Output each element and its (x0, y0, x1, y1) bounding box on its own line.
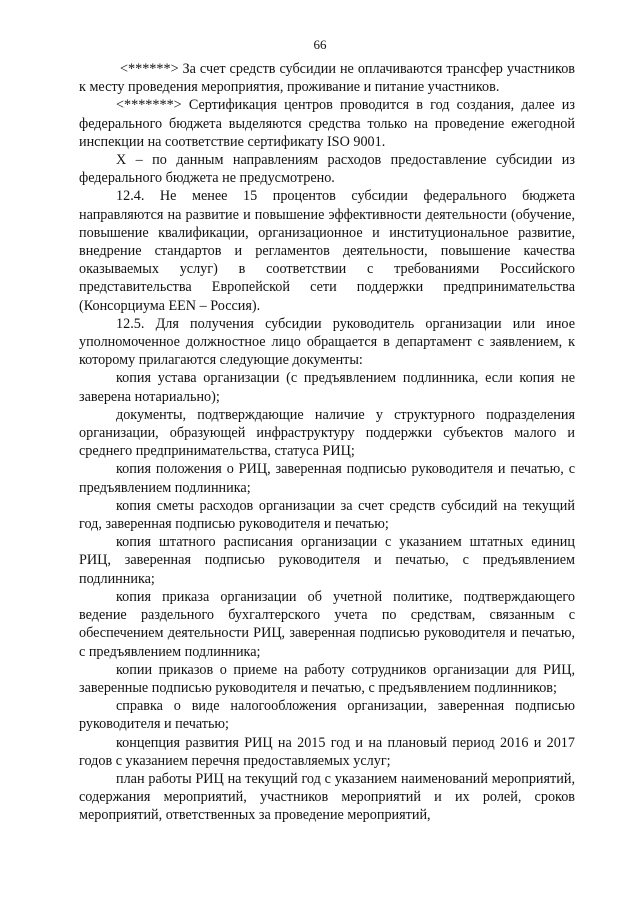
document-list-item: концепция развития РИЦ на 2015 год и на плановый период 2016 и 2017 годов с указанием перечня предоставляемых услуг; (79, 734, 575, 769)
document-list-item: справка о виде налогообложения организации, заверенная подписью руководителя и печатью; (79, 698, 575, 733)
footnote-paragraph: <******> За счет средств субсидии не оплачиваются трансфер участников к месту проведения мероприятия, проживание и питание участников. (79, 61, 575, 96)
document-list-item: копии приказов о приеме на работу сотрудников организации для РИЦ, заверенные подписью руководителя и печатью, с предъявлением подлинников; (79, 661, 575, 696)
document-list-item: копия положения о РИЦ, заверенная подписью руководителя и печатью, с предъявлением подлинника; (79, 461, 575, 496)
clause-paragraph: 12.4. Не менее 15 процентов субсидии федерального бюджета направляются на развитие и повышение эффективности деятельности (обучение, повышение квалификации, организационное и институциональное развитие, внедрение стандартов и регламентов деятельности, повышение качества оказываемых услуг) в соответствии с требованиями Российского представительства Европейской сети поддержки предпринимательства (Консорциума EEN – Россия). (79, 188, 575, 314)
document-list-item: копия штатного расписания организации с указанием штатных единиц РИЦ, заверенная подписью руководителя и печатью, с предъявлением подлинника; (79, 534, 575, 587)
document-list-item: копия устава организации (с предъявлением подлинника, если копия не заверена нотариально); (79, 370, 575, 405)
footnote-paragraph: <*******> Сертификация центров проводится в год создания, далее из федерального бюджета выделяются средства только на проведение ежегодной инспекции на соответствие сертификату ISO 9001. (79, 97, 575, 150)
document-body (79, 60, 575, 825)
note-paragraph: Х – по данным направлениям расходов предоставление субсидии из федерального бюджета не предусмотрено. (79, 152, 575, 187)
document-list-item: план работы РИЦ на текущий год с указанием наименований мероприятий, содержания мероприятий, участников мероприятий и их ролей, сроков мероприятий, ответственных за проведение мероприятий, (79, 770, 575, 824)
clause-paragraph: 12.5. Для получения субсидии руководитель организации или иное уполномоченное должностное лицо обращается в департамент с заявлением, к которому прилагаются следующие документы: (79, 315, 575, 369)
document-list-item: копия сметы расходов организации за счет средств субсидий на текущий год, заверенная подписью руководителя и печатью; (79, 497, 575, 533)
page-number: 66 (313, 37, 327, 52)
document-list-item: копия приказа организации об учетной политике, подтверждающего ведение раздельного бухгалтерского учета по средствам, связанным с обеспечением деятельности РИЦ, заверенная подписью руководителя и печатью, с предъявлением подлинника; (79, 588, 575, 660)
document-list-item: документы, подтверждающие наличие у структурного подразделения организации, образующей инфраструктуру поддержки субъектов малого и среднего предпринимательства, статуса РИЦ; (79, 406, 575, 460)
